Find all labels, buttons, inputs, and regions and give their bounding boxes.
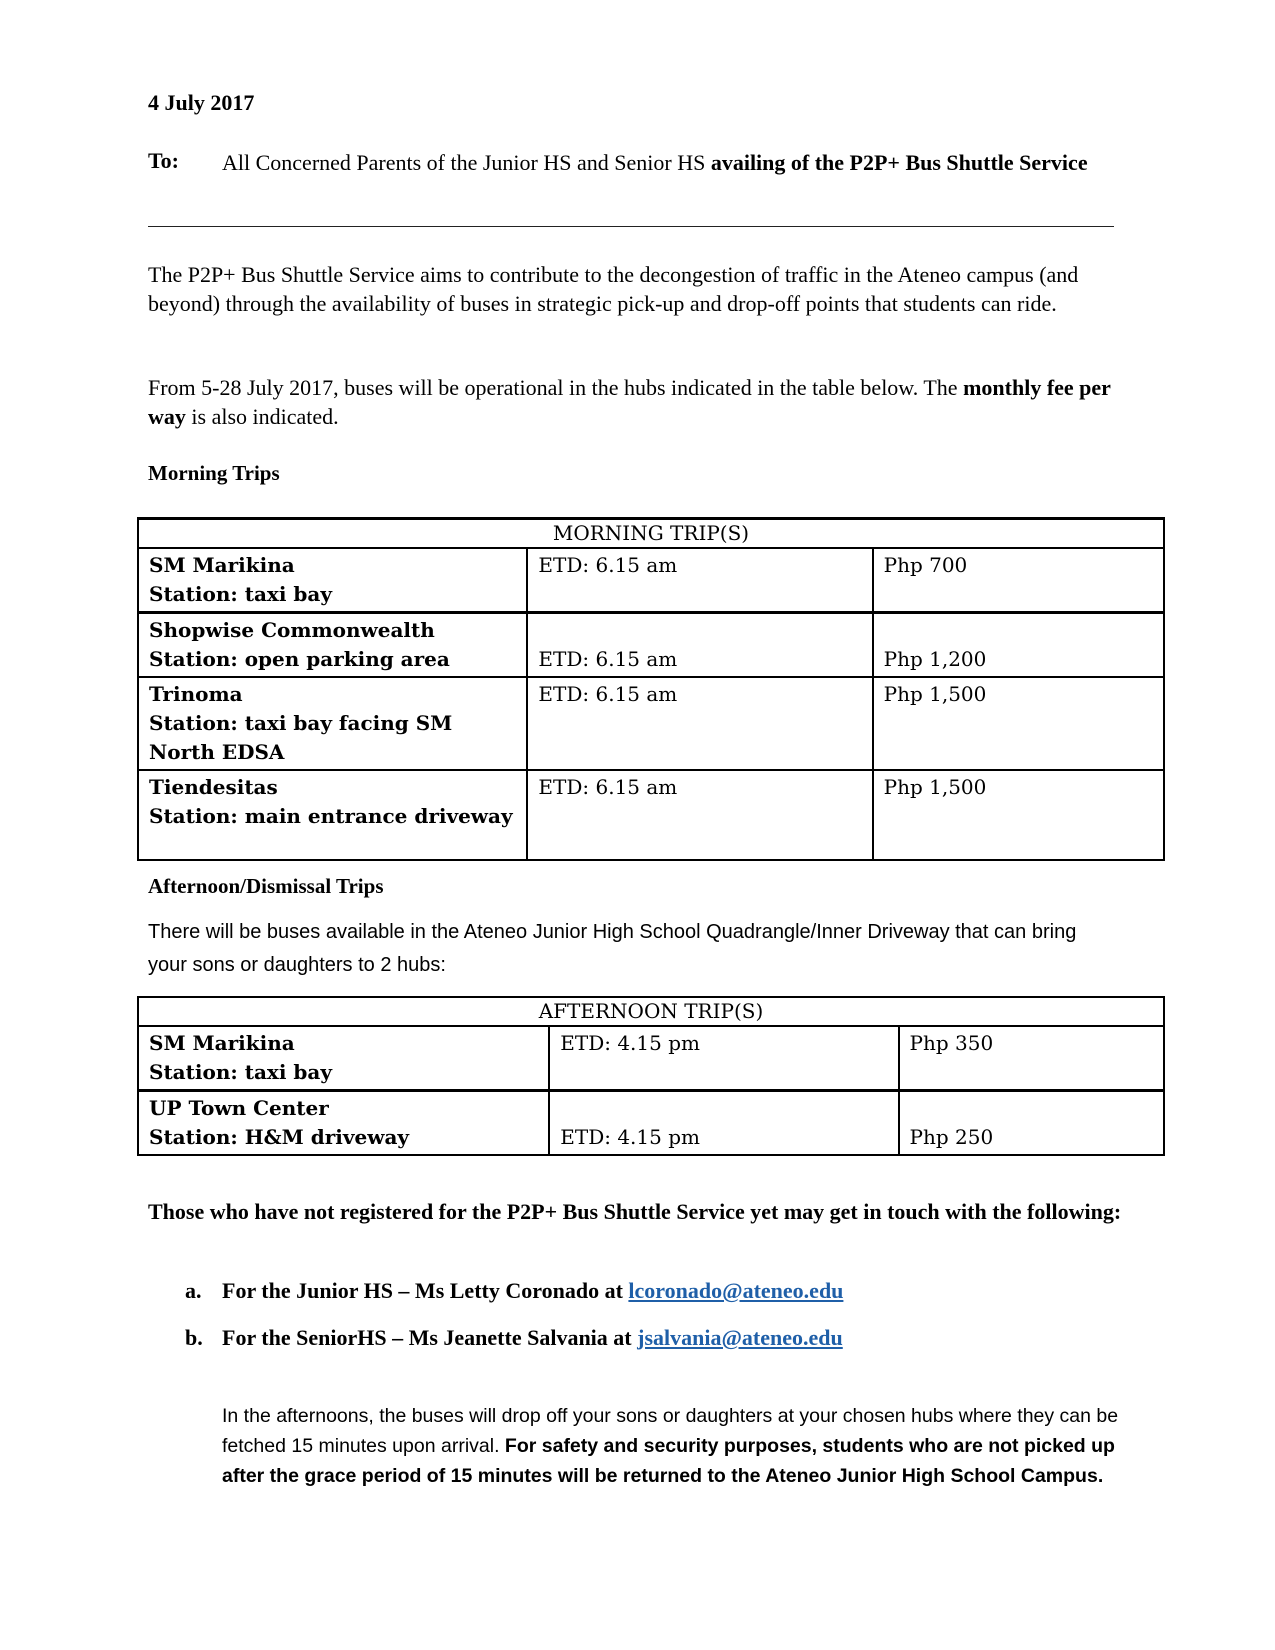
fee-cell: Php 1,500 xyxy=(873,677,1164,770)
hub-cell xyxy=(138,613,527,678)
etd-cell: ETD: 4.15 pm xyxy=(549,1026,898,1091)
table-row xyxy=(138,677,1164,770)
fee-cell: Php 1,200 xyxy=(873,613,1164,678)
schedule-paragraph xyxy=(148,373,1118,431)
hub-station: Station: H&M driveway xyxy=(149,1125,410,1149)
morning-trips-table xyxy=(137,517,1165,861)
etd-cell: ETD: 6.15 am xyxy=(527,770,872,860)
hub-name: SM Marikina xyxy=(149,553,295,577)
separator-line xyxy=(148,226,1114,227)
closing-paragraph xyxy=(222,1401,1122,1491)
table-row xyxy=(138,1091,1164,1156)
etd-cell: ETD: 6.15 am xyxy=(527,548,872,613)
list-marker: a. xyxy=(185,1278,202,1303)
hub-name: UP Town Center xyxy=(149,1096,329,1120)
email-link-lcoronado[interactable]: lcoronado@ateneo.edu xyxy=(628,1278,844,1303)
hub-cell xyxy=(138,1026,549,1091)
list-marker: b. xyxy=(185,1325,203,1350)
contact-item-senior-hs xyxy=(185,1325,843,1351)
table-row xyxy=(138,613,1164,678)
table-row xyxy=(138,1026,1164,1091)
hub-name: Shopwise Commonwealth xyxy=(149,618,435,642)
table-header-row xyxy=(138,997,1164,1026)
afternoon-trips-table xyxy=(137,996,1165,1156)
etd-cell: ETD: 6.15 am xyxy=(527,613,872,678)
schedule-text: From 5-28 July 2017, buses will be operational in the hubs indicated in the table below. The xyxy=(148,375,964,400)
intro-paragraph: The P2P+ Bus Shuttle Service aims to contribute to the decongestion of traffic in the Ateneo campus (and beyond) through the availability of buses in strategic pick-up and drop-off points that students can ride. xyxy=(148,262,1079,316)
recipient-label: To: xyxy=(148,148,179,173)
afternoon-section-title: Afternoon/Dismissal Trips xyxy=(148,874,384,898)
fee-cell: Php 350 xyxy=(899,1026,1164,1091)
hub-station: Station: main entrance driveway xyxy=(149,804,513,828)
fee-cell: Php 1,500 xyxy=(873,770,1164,860)
table-row xyxy=(138,770,1164,860)
afternoon-table-header: AFTERNOON TRIP(S) xyxy=(138,997,1164,1026)
hub-name: Tiendesitas xyxy=(149,775,278,799)
hub-station: Station: taxi bay xyxy=(149,1060,332,1084)
morning-section-title: Morning Trips xyxy=(148,461,280,485)
hub-station: Station: taxi bay xyxy=(149,582,332,606)
contact-text: For the Junior HS – Ms Letty Coronado at xyxy=(222,1278,629,1303)
fee-cell: Php 700 xyxy=(873,548,1164,613)
etd-cell: ETD: 6.15 am xyxy=(527,677,872,770)
etd-cell: ETD: 4.15 pm xyxy=(549,1091,898,1156)
recipient-text xyxy=(222,148,1122,177)
table-header-row xyxy=(138,519,1164,549)
monthly-fee-emphasis: monthly fee per way xyxy=(148,375,1111,429)
safety-notice: For safety and security purposes, students who are not picked up after the grace period of 15 minutes will be returned to the Ateneo Junior High School Campus. xyxy=(222,1435,1115,1487)
recipient-bold: availing of the P2P+ Bus Shuttle Service xyxy=(710,150,1088,175)
recipient-plain: All Concerned Parents of the Junior HS and Senior HS xyxy=(222,150,711,175)
hub-cell xyxy=(138,548,527,613)
table-row xyxy=(138,548,1164,613)
letter-date: 4 July 2017 xyxy=(148,90,255,115)
hub-station: Station: taxi bay facing SM North EDSA xyxy=(149,711,453,764)
fee-cell: Php 250 xyxy=(899,1091,1164,1156)
hub-station: Station: open parking area xyxy=(149,647,450,671)
afternoon-description: There will be buses available in the Ateneo Junior High School Quadrangle/Inner Driveway that can bring your sons or daughters to 2 hubs: xyxy=(148,921,1077,976)
contact-item-junior-hs xyxy=(185,1278,843,1304)
hub-name: SM Marikina xyxy=(149,1031,295,1055)
hub-name: Trinoma xyxy=(149,682,243,706)
closing-text: In the afternoons, the buses will drop off your sons or daughters at your chosen hubs where they can be fetched 15 minutes upon arrival. xyxy=(222,1405,1119,1457)
hub-cell xyxy=(138,770,527,860)
contacts-intro: Those who have not registered for the P2P+ Bus Shuttle Service yet may get in touch with the following: xyxy=(148,1199,1122,1224)
email-link-jsalvania[interactable]: jsalvania@ateneo.edu xyxy=(637,1325,843,1350)
contact-text: For the SeniorHS – Ms Jeanette Salvania at xyxy=(222,1325,638,1350)
hub-cell xyxy=(138,1091,549,1156)
schedule-text-end: is also indicated. xyxy=(185,404,339,429)
morning-table-header: MORNING TRIP(S) xyxy=(138,519,1164,549)
hub-cell xyxy=(138,677,527,770)
